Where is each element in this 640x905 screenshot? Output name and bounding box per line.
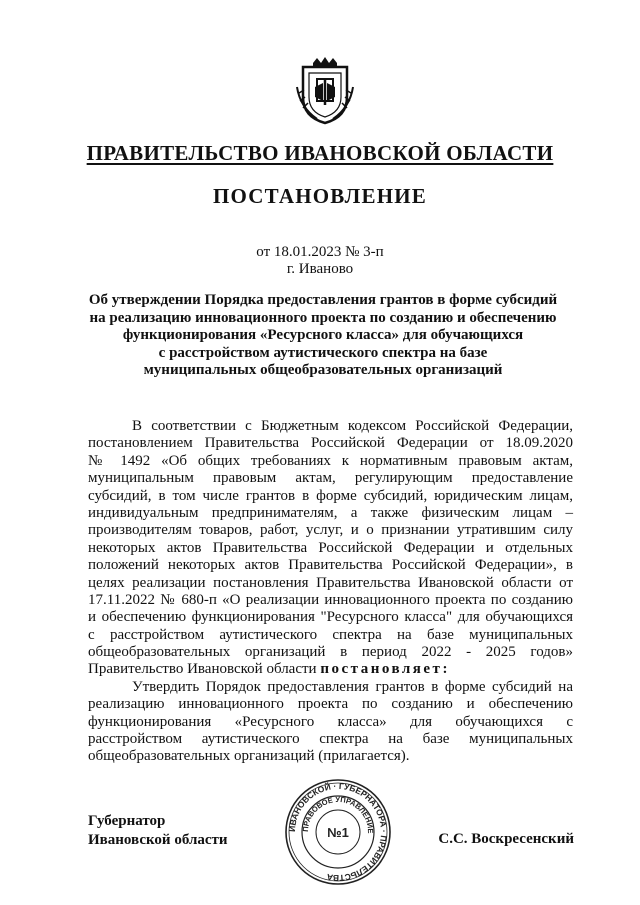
body-line: реализацию инновационного проекта по созданию и обеспечению xyxy=(88,696,573,713)
resolution-keyword: постановляет xyxy=(320,661,443,678)
body-line: производителям товаров, работ, услуг, и о признании утратившим силу xyxy=(88,522,573,539)
body-line: с расстройством аутистического спектра на базе муниципальных xyxy=(88,626,573,643)
body-line: и обеспечению функционирования "Ресурсного класса" для обучающихся xyxy=(88,609,573,626)
official-seal-icon xyxy=(283,777,393,887)
body-line-resolution xyxy=(88,661,573,678)
position-line: Ивановской области xyxy=(88,832,228,848)
seal-center-text: №1 xyxy=(327,825,349,840)
body-line: общеобразовательных организаций в период 2022 - 2025 годов» xyxy=(88,644,573,661)
body-line: целях реализации постановления Правительства Ивановской области от xyxy=(88,574,573,591)
resolution-prefix: Правительство Ивановской области xyxy=(88,661,321,678)
subject-line: функционирования «Ресурсного класса» для обучающихся xyxy=(122,327,524,343)
body-line: общеобразовательных организаций (прилагается). xyxy=(88,748,410,765)
coat-of-arms-icon xyxy=(295,57,355,125)
document-meta xyxy=(0,244,640,278)
signatory-name: С.С. Воскресенский xyxy=(438,831,574,847)
document-type-title: ПОСТАНОВЛЕНИЕ xyxy=(212,184,428,208)
body-line: В соответствии с Бюджетным кодексом Российской Федерации, xyxy=(132,418,573,434)
body-line: постановлением Правительства Российской Федерации от 18.09.2020 xyxy=(88,435,573,452)
body-line: муниципальным правовым актам, регулирующим предоставление xyxy=(88,470,573,487)
body-line: положений некоторых актов Правительства Российской Федерации», в xyxy=(88,557,573,574)
document-body xyxy=(88,418,573,766)
subject-line: на реализацию инновационного проекта по созданию и обеспечению xyxy=(89,309,557,326)
seal-outer-text: ИВАНОВСКОЙ · ГУБЕРНАТОРА · ПРАВИТЕЛЬСТВА xyxy=(286,780,390,884)
subject-line: Об утверждении Порядка предоставления грантов в форме субсидий xyxy=(88,292,558,308)
body-line: функционирования «Ресурсного класса» для обучающихся с xyxy=(88,713,573,730)
document-subject xyxy=(88,292,558,380)
city: г. Иваново xyxy=(286,261,354,277)
signatory-position xyxy=(88,812,228,850)
body-line: 17.11.2022 № 680-п «О реализации инновационного проекта по созданию xyxy=(88,591,573,608)
body-line: расстройством аутистического спектра на базе муниципальных xyxy=(88,731,573,748)
body-line: индивидуальным предпринимателям, а также физическим лицам – xyxy=(88,504,573,521)
seal-inner-text: ПРАВОВОЕ УПРАВЛЕНИЕ xyxy=(300,794,376,834)
body-line: № 1492 «Об общих требованиях к нормативным правовым актам, xyxy=(88,452,573,469)
position-line: Губернатор xyxy=(88,813,166,829)
body-line: некоторых актов Правительства Российской Федерации и отдельных xyxy=(88,539,573,556)
subject-line: муниципальных общеобразовательных организаций xyxy=(143,362,503,378)
body-line: Утвердить Порядок предоставления грантов в форме субсидий на xyxy=(132,678,573,695)
resolution-suffix: : xyxy=(442,661,450,678)
body-line: субсидий, в том числе грантов в форме субсидий, юридическим лицам, xyxy=(88,487,573,504)
government-title: ПРАВИТЕЛЬСТВО ИВАНОВСКОЙ ОБЛАСТИ xyxy=(86,141,554,165)
date-number: от 18.01.2023 № 3-п xyxy=(256,244,384,260)
subject-line: с расстройством аутистического спектра на базе xyxy=(158,344,488,361)
